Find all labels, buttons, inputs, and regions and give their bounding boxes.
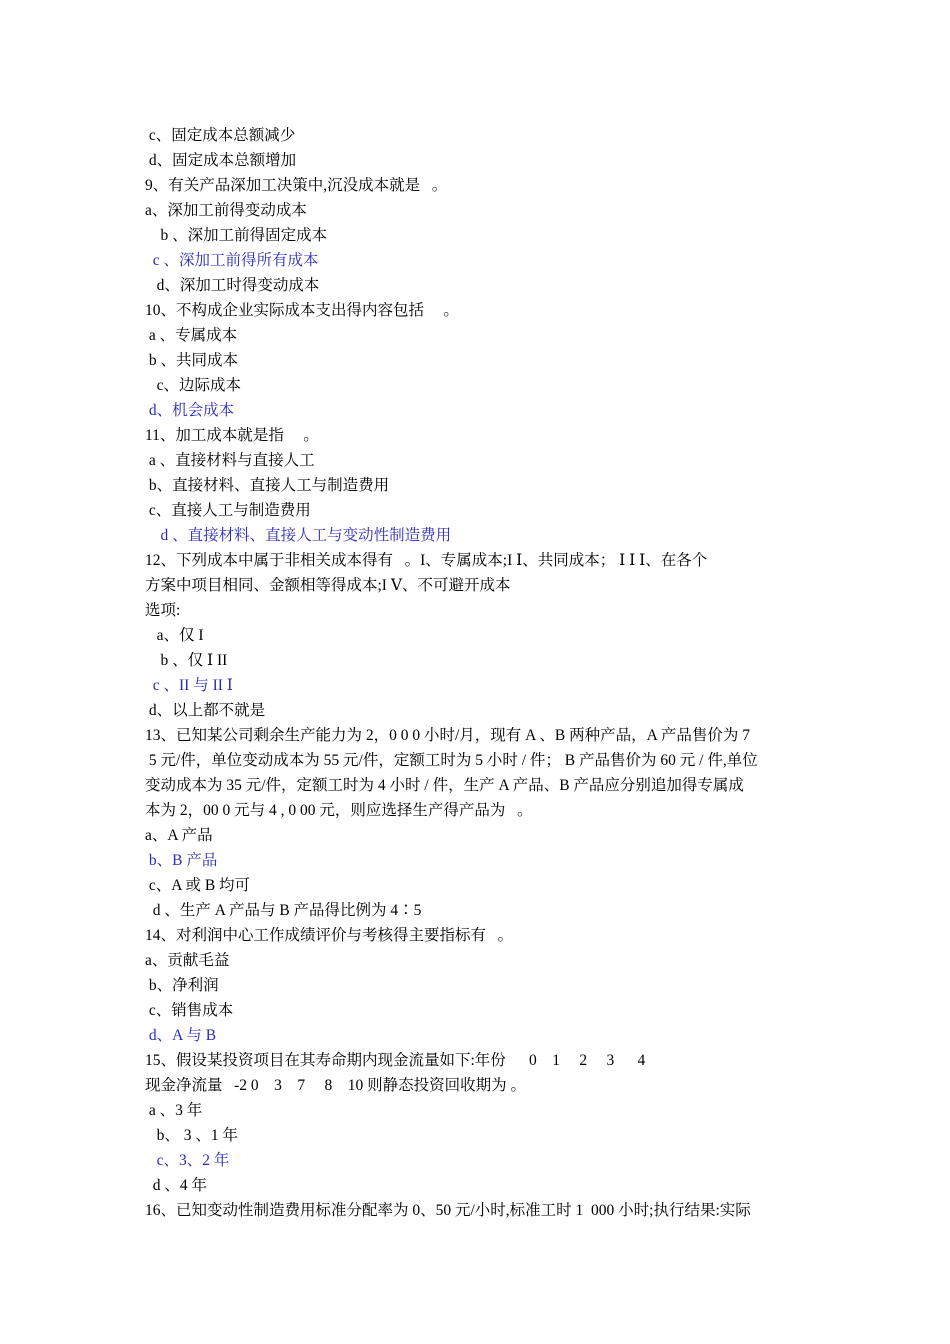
option-b: b 、仅 Ⅰ II	[145, 652, 228, 669]
answer-option-d: d、机会成本	[145, 402, 235, 419]
option-c: c、边际成本	[145, 377, 242, 394]
option-a: a 、3 年	[145, 1102, 203, 1119]
question-13-continued: 5 元/件，单位变动成本为 55 元/件，定额工时为 5 小时 / 件； B 产品售价为 60 元 / 件,单位	[145, 752, 758, 769]
option-c: c、直接人工与制造费用	[145, 502, 311, 519]
question-11: 11、加工成本就是指 。	[145, 427, 319, 444]
option-b: b 、深加工前得固定成本	[145, 227, 328, 244]
question-10: 10、不构成企业实际成本支出得内容包括 。	[145, 302, 459, 319]
option-c: c、A 或 B 均可	[145, 877, 251, 894]
option-a: a、仅 I	[145, 627, 204, 644]
option-d: d、固定成本总额增加	[145, 152, 297, 169]
answer-option-d: d 、直接材料、直接人工与变动性制造费用	[145, 527, 452, 544]
question-9: 9、有关产品深加工决策中,沉没成本就是 。	[145, 177, 448, 194]
option-b: b、净利润	[145, 977, 219, 994]
option-d: d 、生产 A 产品与 B 产品得比例为 4∶5	[145, 902, 422, 919]
option-d: d 、4 年	[145, 1177, 208, 1194]
question-14: 14、对利润中心工作成绩评价与考核得主要指标有 。	[145, 927, 514, 944]
options-heading: 选项:	[145, 602, 181, 619]
question-12: 12、下列成本中属于非相关成本得有 。I、专属成本;I Ⅰ、共同成本； Ⅰ Ⅰ Ⅰ、在各个	[145, 552, 708, 569]
answer-option-b: b、B 产品	[145, 852, 218, 869]
option-b: b、直接材料、直接人工与制造费用	[145, 477, 390, 494]
question-13-continued: 变动成本为 35 元/件，定额工时为 4 小时 / 件，生产 A 产品、B 产品应分别追加得专属成	[145, 777, 744, 794]
option-a: a、深加工前得变动成本	[145, 202, 307, 219]
option-c: c、销售成本	[145, 1002, 234, 1019]
option-d: d、以上都不就是	[145, 702, 266, 719]
answer-option-d: d、A 与 B	[145, 1027, 217, 1044]
question-16: 16、已知变动性制造费用标准分配率为 0、50 元/小时,标准工时 1 000 小时;执行结果:实际	[145, 1202, 751, 1219]
question-12-continued: 方案中项目相同、金额相等得成本;I Ⅴ、不可避开成本	[145, 577, 511, 594]
option-d: d、深加工时得变动成本	[145, 277, 320, 294]
question-13: 13、已知某公司剩余生产能力为 2，0 0 0 小时/月，现有 A 、B 两种产品，A 产品售价为 7	[145, 727, 750, 744]
question-13-continued: 本为 2，00 0 元与 4 , 0 00 元，则应选择生产得产品为 。	[145, 802, 533, 819]
answer-option-c: c、3、2 年	[145, 1152, 230, 1169]
option-a: a 、专属成本	[145, 327, 238, 344]
answer-option-c: c 、II 与 II Ⅰ	[145, 677, 233, 694]
question-15: 15、假设某投资项目在其寿命期内现金流量如下:年份 0 1 2 3 4	[145, 1052, 646, 1069]
option-a: a、贡献毛益	[145, 952, 230, 969]
option-a: a 、直接材料与直接人工	[145, 452, 315, 469]
option-b: b 、共同成本	[145, 352, 239, 369]
answer-option-c: c 、深加工前得所有成本	[145, 252, 319, 269]
option-c: c、固定成本总额减少	[145, 127, 296, 144]
option-b: b、 3 、1 年	[145, 1127, 239, 1144]
option-a: a、A 产品	[145, 827, 213, 844]
question-15-continued: 现金净流量 -2 0 3 7 8 10 则静态投资回收期为 。	[145, 1077, 527, 1094]
